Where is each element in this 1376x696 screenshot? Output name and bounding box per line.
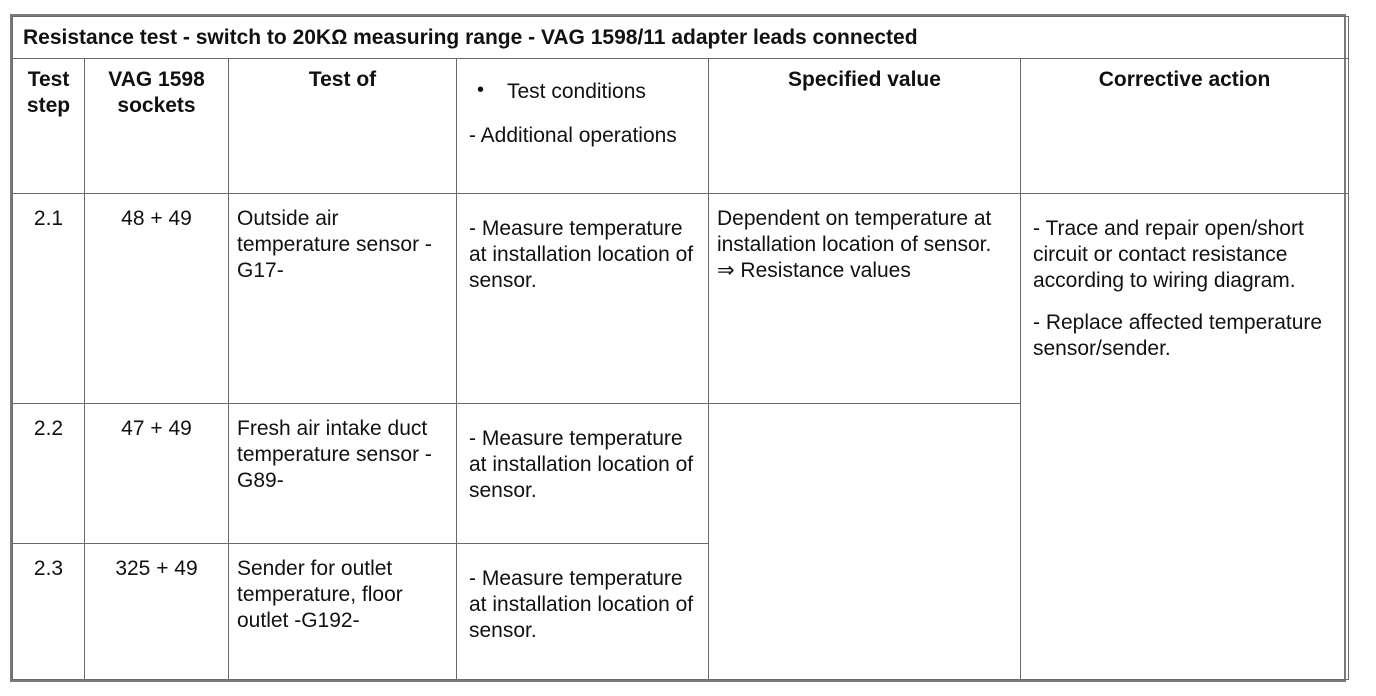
corrective-action-item: - Trace and repair open/short circuit or contact resistance according to wiring diagram. [1033, 217, 1304, 292]
bullet-icon: • [477, 79, 485, 101]
table-title: Resistance test - switch to 20KΩ measuring range - VAG 1598/11 adapter leads connected [13, 17, 1349, 59]
corrective-action-item: - Replace affected temperature sensor/sender. [1033, 311, 1323, 360]
resistance-test-table [12, 16, 1349, 680]
header-sockets: VAG 1598 sockets [85, 59, 229, 194]
row-test-of: Outside air temperature sensor -G17- [229, 194, 457, 404]
row-sockets: 325 + 49 [85, 544, 229, 680]
row-test-of: Sender for outlet temperature, floor outlet -G192- [229, 544, 457, 680]
header-test-of: Test of [229, 59, 457, 194]
row-step: 2.3 [13, 544, 85, 680]
additional-operations-label: - Additional operations [469, 124, 677, 147]
header-corrective-action: Corrective action [1021, 59, 1349, 194]
row-condition: - Measure temperature at installation location of sensor. [457, 404, 709, 544]
resistance-test-table-frame [10, 14, 1346, 682]
row-step: 2.2 [13, 404, 85, 544]
row-step: 2.1 [13, 194, 85, 404]
specified-value-empty-cell [709, 404, 1021, 680]
header-test-conditions [457, 59, 709, 194]
row-sockets: 48 + 49 [85, 194, 229, 404]
row-condition: - Measure temperature at installation location of sensor. [457, 544, 709, 680]
test-conditions-label: Test conditions [507, 80, 646, 103]
row-test-of: Fresh air intake duct temperature sensor -G89- [229, 404, 457, 544]
header-specified-value: Specified value [709, 59, 1021, 194]
header-test-step: Test step [13, 59, 85, 194]
specified-value-cell: Dependent on temperature at installation location of sensor. ⇒ Resistance values [709, 194, 1021, 404]
table-row [13, 194, 1349, 404]
test-conditions-item [469, 79, 700, 105]
row-condition: - Measure temperature at installation location of sensor. [457, 194, 709, 404]
row-sockets: 47 + 49 [85, 404, 229, 544]
corrective-action-cell [1021, 194, 1349, 680]
